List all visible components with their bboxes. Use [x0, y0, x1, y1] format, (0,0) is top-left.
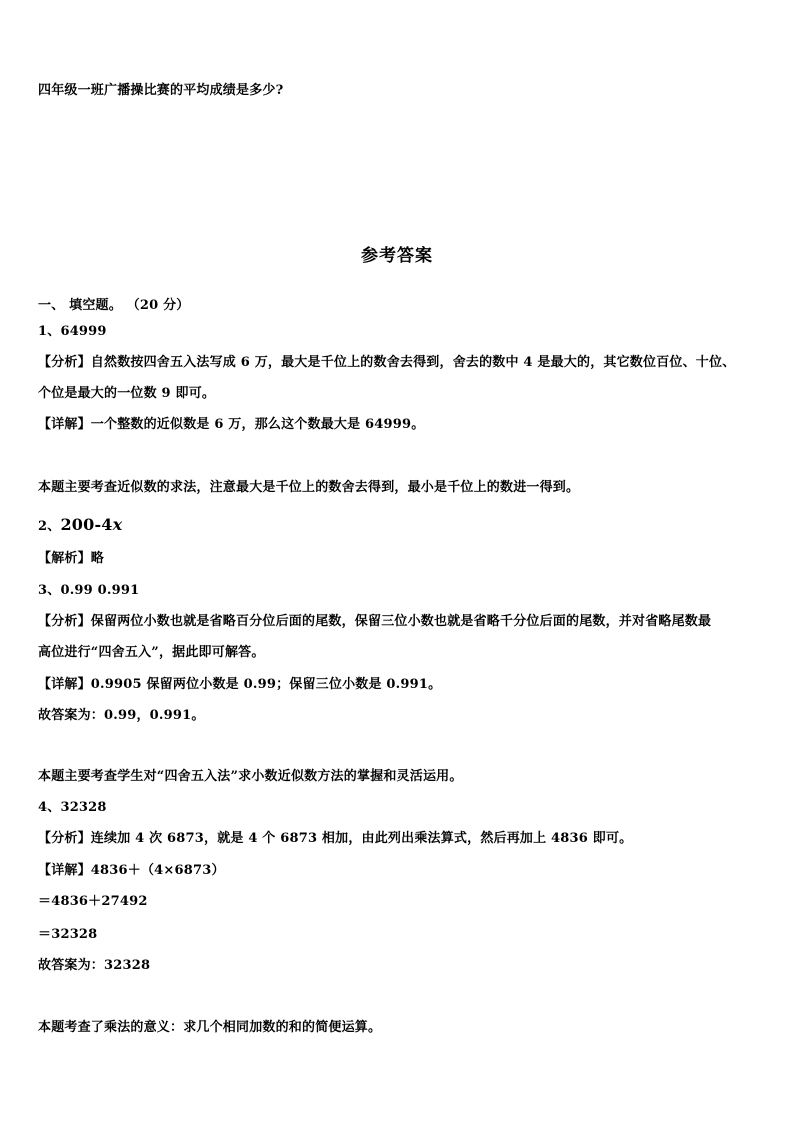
answer-4-step-2: ＝32328 — [38, 927, 98, 942]
answer-3-analysis-line-2: 高位进行“四舍五入”，据此即可解答。 — [38, 645, 265, 660]
answer-2-variable: x — [112, 515, 123, 534]
answer-4-step-1: ＝4836＋27492 — [38, 894, 148, 909]
answer-4-label: 4、32328 — [38, 800, 107, 815]
answer-4-detail: 【详解】4836＋（4×6873） — [38, 863, 225, 878]
answer-3-conclusion: 故答案为：0.99，0.991。 — [38, 708, 205, 723]
question-tail-text: 四年级一班广播操比赛的平均成绩是多少? — [38, 83, 284, 98]
answer-3-summary: 本题主要考查学生对“四舍五入法”求小数近似数方法的掌握和灵活运用。 — [38, 769, 463, 784]
answer-3-detail: 【详解】0.9905 保留两位小数是 0.99；保留三位小数是 0.991。 — [38, 677, 442, 692]
answer-2-expression: 200-4 — [60, 515, 113, 534]
answer-1-summary: 本题主要考查近似数的求法，注意最大是千位上的数舍去得到，最小是千位上的数进一得到。 — [38, 480, 580, 495]
answer-1-analysis-line-1: 【分析】自然数按四舍五入法写成 6 万，最大是千位上的数舍去得到，舍去的数中 4 是最大的，其它数位百位、十位、 — [38, 355, 736, 370]
section-heading: 一、 填空题。 （20 分） — [38, 298, 190, 313]
answer-2-number: 2、 — [38, 519, 61, 534]
answer-4-analysis: 【分析】连续加 4 次 6873，就是 4 个 6873 相加，由此列出乘法算式，然后再加上 4836 即可。 — [38, 831, 633, 846]
answer-1-detail: 【详解】一个整数的近似数是 6 万，那么这个数最大是 64999。 — [38, 417, 425, 432]
answer-4-conclusion: 故答案为：32328 — [38, 958, 151, 973]
answer-2-label — [38, 515, 122, 537]
answer-3-label: 3、0.99 0.991 — [38, 583, 140, 598]
answer-2-analysis: 【解析】略 — [38, 551, 105, 566]
answer-3-analysis-line-1: 【分析】保留两位小数也就是省略百分位后面的尾数，保留三位小数也就是省略千分位后面的尾数，并对省略尾数最 — [38, 614, 712, 629]
answer-1-analysis-line-2: 个位是最大的一位数 9 即可。 — [38, 386, 216, 401]
answer-4-summary: 本题考查了乘法的意义：求几个相同加数的和的简便运算。 — [38, 1020, 382, 1035]
answer-title: 参考答案 — [361, 246, 433, 266]
answer-1-label: 1、64999 — [38, 324, 107, 339]
